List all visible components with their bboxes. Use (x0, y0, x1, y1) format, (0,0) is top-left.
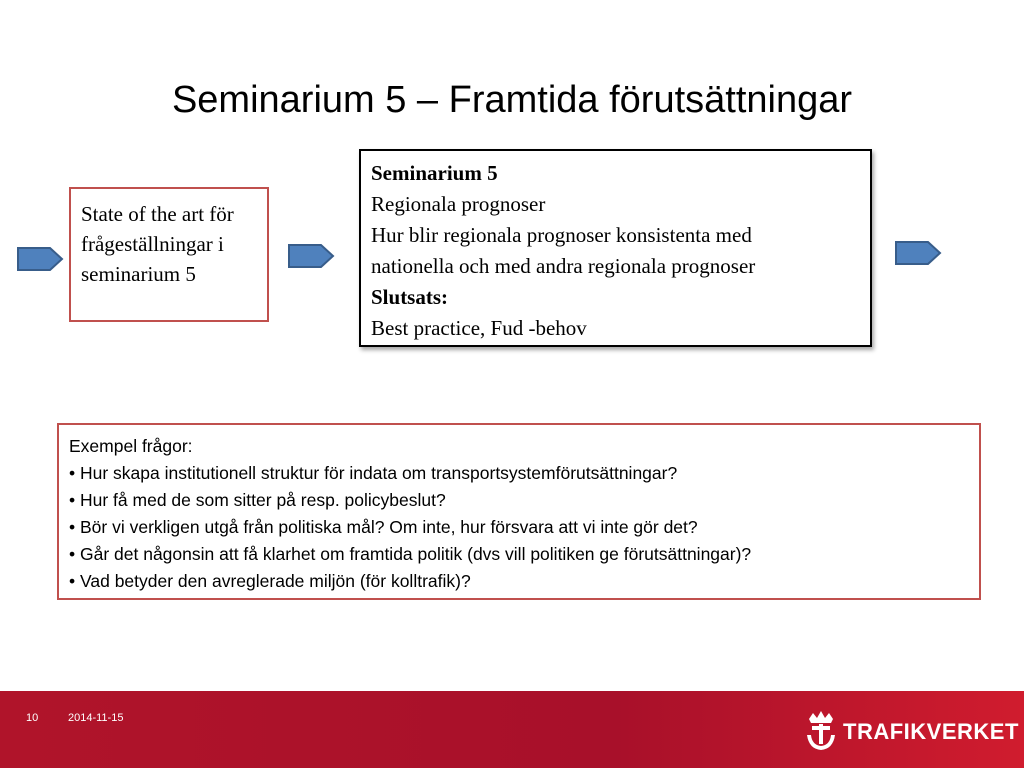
slide-date: 2014-11-15 (68, 712, 124, 724)
question-item: • Går det någonsin att få klarhet om framtida politik (dvs vill politiken ge förutsättningar)? (69, 544, 752, 564)
state-of-art-text: State of the art för frågeställningar i seminarium 5 (81, 202, 234, 286)
seminar-line-2: Hur blir regionala prognoser konsistenta med (371, 223, 752, 247)
question-item: • Bör vi verkligen utgå från politiska mål? Om inte, hur försvara att vi inte gör det? (69, 517, 698, 537)
conclusion-text: Best practice, Fud -behov (371, 316, 587, 340)
right-arrow-icon (894, 240, 942, 266)
state-of-art-box (69, 187, 269, 322)
page-number: 10 (26, 712, 39, 724)
seminar-box (359, 149, 872, 347)
conclusion-heading: Slutsats: (371, 285, 449, 309)
slide-title: Seminarium 5 – Framtida förutsättningar (171, 79, 853, 121)
question-item: • Hur få med de som sitter på resp. policybeslut? (69, 490, 446, 510)
right-arrow-icon (16, 246, 64, 272)
footer-bar (0, 691, 1024, 768)
right-arrow-icon (287, 243, 335, 269)
seminar-heading: Seminarium 5 (371, 161, 498, 185)
logo-text: TRAFIKVERKET (843, 719, 1019, 744)
trafikverket-crown-icon (801, 709, 841, 753)
question-item: • Hur skapa institutionell struktur för indata om transportsystemförutsättningar? (69, 463, 678, 483)
example-questions-box (57, 423, 981, 600)
question-item: • Vad betyder den avreglerade miljön (för kolltrafik)? (69, 571, 471, 591)
questions-heading: Exempel frågor: (69, 436, 193, 456)
seminar-line-1: Regionala prognoser (371, 192, 546, 216)
seminar-line-3: nationella och med andra regionala prognoser (371, 254, 756, 278)
